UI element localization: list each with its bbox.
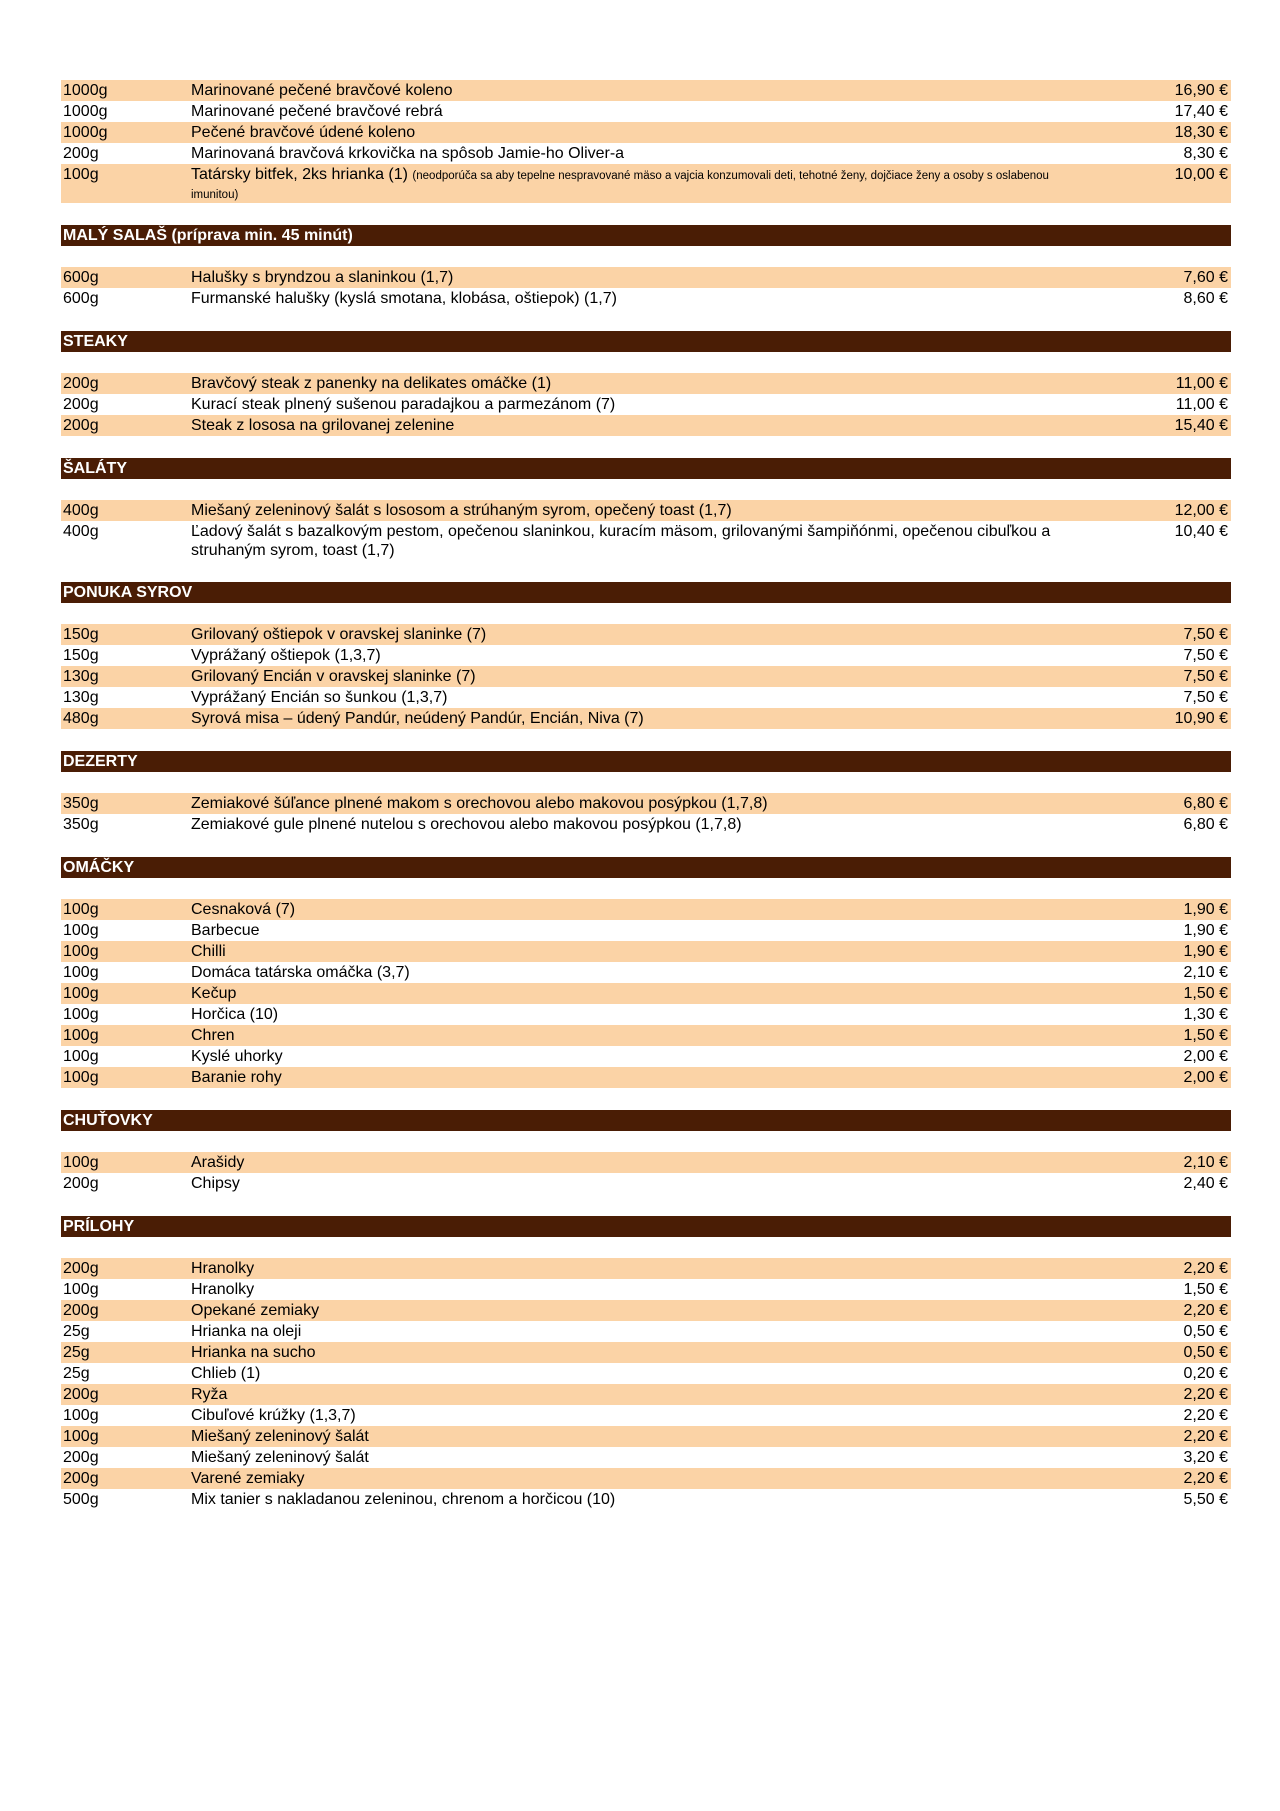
- item-name: Arašidy: [191, 1154, 245, 1171]
- menu-section: [61, 80, 1231, 203]
- menu-item-row: [61, 394, 1231, 415]
- menu-item-row: [61, 122, 1231, 143]
- item-weight: 100g: [63, 1154, 99, 1171]
- item-name-cell: [191, 1385, 1118, 1404]
- item-name: Domáca tatárska omáčka (3,7): [191, 964, 410, 981]
- item-price: 2,00 €: [1183, 1069, 1228, 1086]
- menu-section: [61, 458, 1231, 560]
- menu-item-row: [61, 814, 1231, 835]
- item-name-cell: [191, 1322, 1118, 1341]
- menu-item-row: [61, 687, 1231, 708]
- item-name: Zemiakové gule plnené nutelou s orechovou alebo makovou posýpkou (1,7,8): [191, 816, 742, 833]
- section-header: OMÁČKY: [61, 857, 1231, 878]
- item-weight: 100g: [63, 1069, 99, 1086]
- item-weight: 600g: [63, 269, 99, 286]
- item-weight: 100g: [63, 1407, 99, 1424]
- item-name: Miešaný zeleninový šalát s lososom a strúhaným syrom, opečený toast (1,7): [191, 502, 732, 519]
- item-name-cell: [191, 815, 1118, 834]
- item-price: 2,40 €: [1183, 1175, 1228, 1192]
- item-name: Hranolky: [191, 1281, 255, 1298]
- item-name: Hranolky: [191, 1260, 255, 1277]
- item-name: Chipsy: [191, 1175, 240, 1192]
- section-header: PRÍLOHY: [61, 1216, 1231, 1237]
- item-weight: 100g: [63, 922, 99, 939]
- section-header: PONUKA SYROV: [61, 582, 1231, 603]
- item-name: Opekané zemiaky: [191, 1302, 320, 1319]
- item-price: 7,50 €: [1183, 647, 1228, 664]
- item-name-cell: [191, 1301, 1118, 1320]
- item-weight: 200g: [63, 417, 99, 434]
- section-header: MALÝ SALAŠ (príprava min. 45 minút): [61, 225, 1231, 246]
- item-name: Barbecue: [191, 922, 260, 939]
- menu-section: [61, 582, 1231, 729]
- item-weight: 100g: [63, 1281, 99, 1298]
- item-name-cell: [191, 688, 1118, 707]
- menu-item-row: [61, 101, 1231, 122]
- item-name: Vyprážaný Encián so šunkou (1,3,7): [191, 689, 448, 706]
- item-name-cell: [191, 1406, 1118, 1425]
- menu-item-row: [61, 143, 1231, 164]
- item-price: 2,10 €: [1183, 964, 1228, 981]
- item-name-cell: [191, 1047, 1118, 1066]
- item-name: Grilovaný Encián v oravskej slaninke (7): [191, 668, 476, 685]
- item-price: 1,50 €: [1183, 1027, 1228, 1044]
- item-weight: 100g: [63, 943, 99, 960]
- item-name-cell: [191, 1174, 1118, 1193]
- item-price: 10,00 €: [1174, 166, 1228, 183]
- item-weight: 400g: [63, 523, 99, 540]
- item-name-cell: [191, 1364, 1118, 1383]
- item-name: Baranie rohy: [191, 1069, 282, 1086]
- item-price: 11,00 €: [1175, 396, 1228, 413]
- item-price: 1,90 €: [1183, 943, 1228, 960]
- item-name: Kyslé uhorky: [191, 1048, 283, 1065]
- item-name-cell: [191, 1427, 1118, 1446]
- item-price: 2,20 €: [1183, 1260, 1228, 1277]
- menu-item-row: [61, 1279, 1231, 1300]
- item-name: Tatársky bitfek, 2ks hrianka (1): [191, 166, 408, 183]
- item-weight: 200g: [63, 1302, 99, 1319]
- item-weight: 200g: [63, 375, 99, 392]
- item-name: Chilli: [191, 943, 226, 960]
- menu-item-row: [61, 80, 1231, 101]
- menu-item-row: [61, 1152, 1231, 1173]
- item-name-cell: [191, 1005, 1118, 1024]
- item-name-cell: [191, 1490, 1118, 1509]
- menu-item-row: [61, 1468, 1231, 1489]
- item-weight: 100g: [63, 901, 99, 918]
- item-name-cell: [191, 942, 1118, 961]
- item-name: Pečené bravčové údené koleno: [191, 124, 416, 141]
- item-name-cell: [191, 900, 1118, 919]
- item-name-cell: [191, 81, 1118, 100]
- item-name-cell: [191, 1343, 1118, 1362]
- item-weight: 100g: [63, 1048, 99, 1065]
- item-name-cell: [191, 123, 1118, 142]
- item-price: 10,90 €: [1174, 710, 1228, 727]
- item-weight: 350g: [63, 795, 99, 812]
- item-name-cell: [191, 1259, 1118, 1278]
- item-price: 2,20 €: [1183, 1386, 1228, 1403]
- item-name: Furmanské halušky (kyslá smotana, klobása, oštiepok) (1,7): [191, 290, 617, 307]
- item-price: 5,50 €: [1183, 1491, 1228, 1508]
- menu-item-row: [61, 1321, 1231, 1342]
- item-name-cell: [191, 374, 1118, 393]
- item-name: Marinované pečené bravčové koleno: [191, 82, 453, 99]
- item-name-cell: [191, 501, 1118, 520]
- item-price: 1,50 €: [1183, 985, 1228, 1002]
- item-name: Ryža: [191, 1386, 228, 1403]
- item-name: Varené zemiaky: [191, 1470, 305, 1487]
- menu-item-row: [61, 1046, 1231, 1067]
- item-price: 3,20 €: [1183, 1449, 1228, 1466]
- item-name-cell: [191, 1280, 1118, 1299]
- item-name-cell: [191, 144, 1118, 163]
- item-name-cell: [191, 625, 1118, 644]
- menu-item-row: [61, 1426, 1231, 1447]
- item-name-cell: [191, 268, 1118, 287]
- item-weight: 200g: [63, 396, 99, 413]
- menu-item-row: [61, 1173, 1231, 1194]
- menu-item-row: [61, 1405, 1231, 1426]
- item-weight: 200g: [63, 1470, 99, 1487]
- item-price: 0,50 €: [1183, 1344, 1228, 1361]
- item-weight: 600g: [63, 290, 99, 307]
- item-price: 7,50 €: [1183, 668, 1228, 685]
- item-name: Grilovaný oštiepok v oravskej slaninke (7): [191, 626, 487, 643]
- item-name: Kurací steak plnený sušenou paradajkou a parmezánom (7): [191, 396, 616, 413]
- item-weight: 100g: [63, 985, 99, 1002]
- item-price: 7,50 €: [1183, 689, 1228, 706]
- item-price: 7,60 €: [1183, 269, 1228, 286]
- item-name: Cibuľové krúžky (1,3,7): [191, 1407, 356, 1424]
- menu-item-row: [61, 267, 1231, 288]
- item-weight: 100g: [63, 964, 99, 981]
- menu-item-row: [61, 962, 1231, 983]
- menu-item-row: [61, 899, 1231, 920]
- item-name-cell: [191, 709, 1118, 728]
- item-name: Halušky s bryndzou a slaninkou (1,7): [191, 269, 454, 286]
- item-name: Mix tanier s nakladanou zeleninou, chrenom a horčicou (10): [191, 1491, 616, 1508]
- section-header: ŠALÁTY: [61, 458, 1231, 479]
- menu-item-row: [61, 941, 1231, 962]
- item-note: (neodporúča sa aby tepelne nespravované mäso a vajcia konzumovali deti, tehotné ženy, dojčiace ženy a osoby s oslabenou imunitou): [191, 170, 1049, 201]
- menu-list: [61, 80, 1231, 1532]
- item-weight: 480g: [63, 710, 99, 727]
- menu-item-row: [61, 1489, 1231, 1510]
- item-price: 0,20 €: [1183, 1365, 1228, 1382]
- item-price: 8,30 €: [1183, 145, 1228, 162]
- menu-item-row: [61, 500, 1231, 521]
- item-price: 2,20 €: [1183, 1302, 1228, 1319]
- item-name-cell: [191, 522, 1118, 560]
- item-weight: 130g: [63, 668, 99, 685]
- menu-item-row: [61, 793, 1231, 814]
- item-weight: 100g: [63, 166, 99, 183]
- item-name-cell: [191, 1448, 1118, 1467]
- item-weight: 200g: [63, 1260, 99, 1277]
- item-weight: 100g: [63, 1027, 99, 1044]
- item-weight: 1000g: [63, 124, 108, 141]
- menu-section: [61, 1216, 1231, 1510]
- item-weight: 150g: [63, 647, 99, 664]
- item-name-cell: [191, 921, 1118, 940]
- item-price: 1,90 €: [1183, 901, 1228, 918]
- menu-item-row: [61, 164, 1231, 203]
- item-price: 2,20 €: [1183, 1407, 1228, 1424]
- item-price: 12,00 €: [1174, 502, 1228, 519]
- item-name: Marinovaná bravčová krkovička na spôsob Jamie-ho Oliver-a: [191, 145, 625, 162]
- item-weight: 25g: [63, 1344, 90, 1361]
- item-weight: 200g: [63, 1449, 99, 1466]
- item-name: Steak z lososa na grilovanej zelenine: [191, 417, 455, 434]
- item-weight: 130g: [63, 689, 99, 706]
- item-price: 11,00 €: [1175, 375, 1228, 392]
- menu-item-row: [61, 1447, 1231, 1468]
- item-price: 6,80 €: [1183, 795, 1228, 812]
- menu-item-row: [61, 1363, 1231, 1384]
- item-name-cell: [191, 102, 1118, 121]
- item-price: 16,90 €: [1174, 82, 1228, 99]
- menu-item-row: [61, 1384, 1231, 1405]
- item-name: Marinované pečené bravčové rebrá: [191, 103, 443, 120]
- item-name-cell: [191, 1026, 1118, 1045]
- section-header: STEAKY: [61, 331, 1231, 352]
- item-weight: 400g: [63, 502, 99, 519]
- item-price: 1,30 €: [1183, 1006, 1228, 1023]
- item-name: Ľadový šalát s bazalkovým pestom, opečenou slaninkou, kuracím mäsom, grilovanými šampiňónmi, opečenou cibuľkou a struhaným syrom, toast (1,7): [191, 523, 1051, 559]
- section-header: DEZERTY: [61, 751, 1231, 772]
- item-price: 0,50 €: [1183, 1323, 1228, 1340]
- item-name: Hrianka na sucho: [191, 1344, 316, 1361]
- item-weight: 200g: [63, 1175, 99, 1192]
- item-name-cell: [191, 646, 1118, 665]
- menu-item-row: [61, 1025, 1231, 1046]
- menu-item-row: [61, 920, 1231, 941]
- item-price: 18,30 €: [1174, 124, 1228, 141]
- item-name: Chren: [191, 1027, 235, 1044]
- menu-item-row: [61, 415, 1231, 436]
- menu-item-row: [61, 624, 1231, 645]
- item-name: Syrová misa – údený Pandúr, neúdený Pandúr, Encián, Niva (7): [191, 710, 644, 727]
- item-weight: 25g: [63, 1365, 90, 1382]
- item-name: Zemiakové šúľance plnené makom s orechovou alebo makovou posýpkou (1,7,8): [191, 795, 768, 812]
- menu-section: [61, 331, 1231, 436]
- item-name-cell: [191, 1153, 1118, 1172]
- item-price: 6,80 €: [1183, 816, 1228, 833]
- item-weight: 1000g: [63, 103, 108, 120]
- item-name-cell: [191, 667, 1118, 686]
- item-weight: 200g: [63, 145, 99, 162]
- item-price: 2,20 €: [1183, 1470, 1228, 1487]
- item-weight: 200g: [63, 1386, 99, 1403]
- item-weight: 100g: [63, 1428, 99, 1445]
- menu-item-row: [61, 373, 1231, 394]
- item-name-cell: [191, 165, 1118, 203]
- item-price: 17,40 €: [1174, 103, 1228, 120]
- item-price: 1,50 €: [1183, 1281, 1228, 1298]
- item-name-cell: [191, 984, 1118, 1003]
- item-weight: 100g: [63, 1006, 99, 1023]
- menu-section: [61, 751, 1231, 835]
- menu-item-row: [61, 1300, 1231, 1321]
- menu-item-row: [61, 666, 1231, 687]
- menu-item-row: [61, 1004, 1231, 1025]
- menu-item-row: [61, 708, 1231, 729]
- item-weight: 350g: [63, 816, 99, 833]
- item-price: 2,00 €: [1183, 1048, 1228, 1065]
- item-name-cell: [191, 416, 1118, 435]
- item-name-cell: [191, 794, 1118, 813]
- item-name: Chlieb (1): [191, 1365, 261, 1382]
- item-weight: 1000g: [63, 82, 108, 99]
- item-weight: 500g: [63, 1491, 99, 1508]
- menu-item-row: [61, 288, 1231, 309]
- menu-item-row: [61, 521, 1231, 560]
- item-price: 7,50 €: [1183, 626, 1228, 643]
- item-price: 2,20 €: [1183, 1428, 1228, 1445]
- item-price: 10,40 €: [1174, 523, 1228, 540]
- item-name: Cesnaková (7): [191, 901, 296, 918]
- menu-section: [61, 857, 1231, 1088]
- menu-item-row: [61, 1258, 1231, 1279]
- item-name: Miešaný zeleninový šalát: [191, 1449, 369, 1466]
- menu-item-row: [61, 1342, 1231, 1363]
- item-price: 15,40 €: [1174, 417, 1228, 434]
- section-header: CHUŤOVKY: [61, 1110, 1231, 1131]
- item-price: 1,90 €: [1183, 922, 1228, 939]
- item-name-cell: [191, 289, 1118, 308]
- item-name: Horčica (10): [191, 1006, 279, 1023]
- menu-item-row: [61, 983, 1231, 1004]
- item-name-cell: [191, 1068, 1118, 1087]
- item-name: Hrianka na oleji: [191, 1323, 302, 1340]
- item-name-cell: [191, 1469, 1118, 1488]
- menu-item-row: [61, 1067, 1231, 1088]
- item-name: Kečup: [191, 985, 237, 1002]
- menu-section: [61, 1110, 1231, 1194]
- item-name-cell: [191, 963, 1118, 982]
- item-name-cell: [191, 395, 1118, 414]
- item-weight: 150g: [63, 626, 99, 643]
- menu-section: [61, 225, 1231, 309]
- item-name: Vyprážaný oštiepok (1,3,7): [191, 647, 381, 664]
- item-weight: 25g: [63, 1323, 90, 1340]
- item-price: 8,60 €: [1183, 290, 1228, 307]
- menu-item-row: [61, 645, 1231, 666]
- item-name: Miešaný zeleninový šalát: [191, 1428, 369, 1445]
- item-price: 2,10 €: [1183, 1154, 1228, 1171]
- item-name: Bravčový steak z panenky na delikates omáčke (1): [191, 375, 552, 392]
